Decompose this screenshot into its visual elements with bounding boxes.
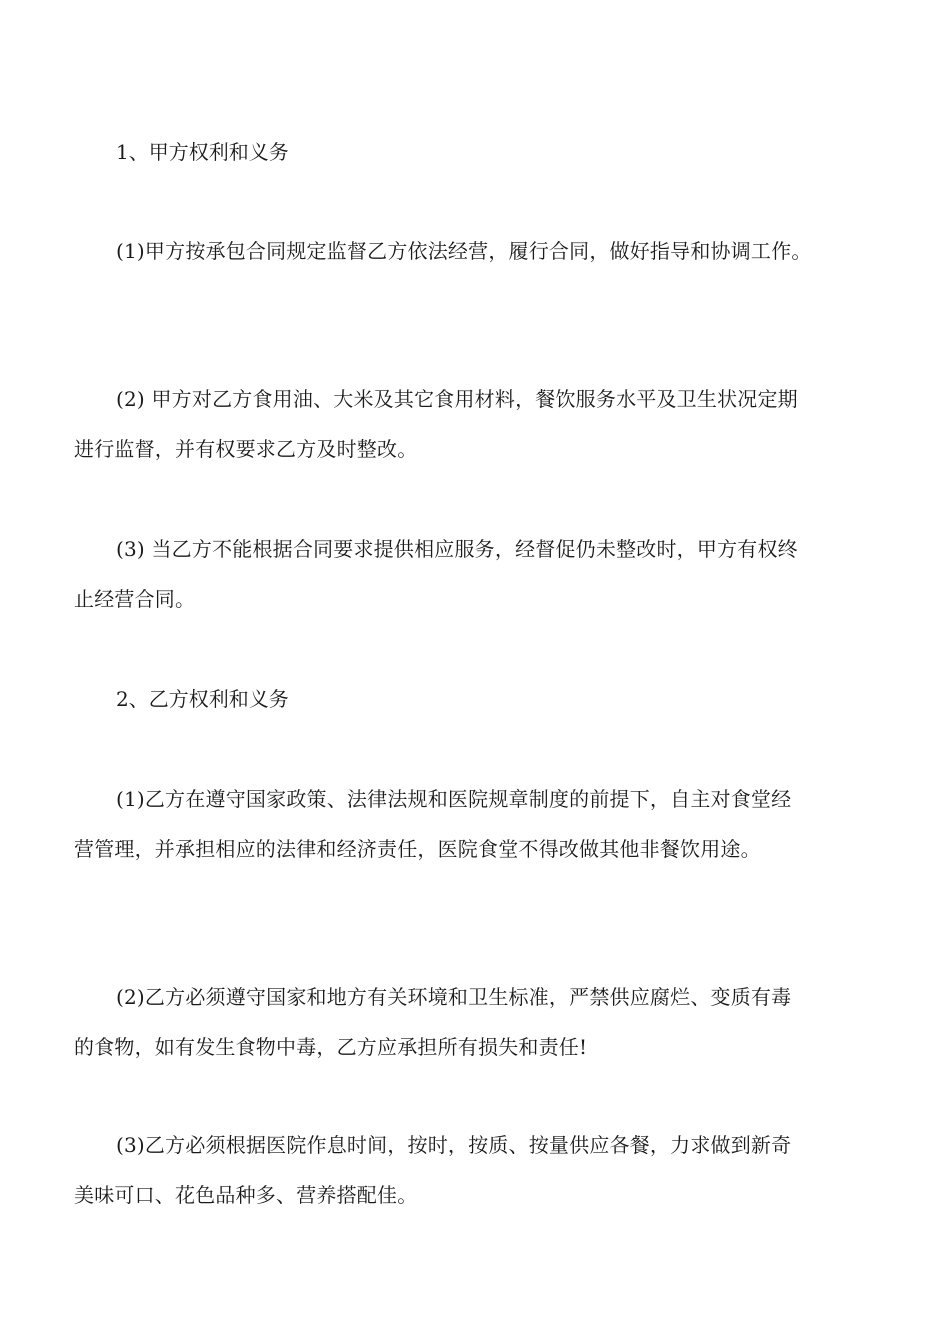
paragraph-1-1 — [74, 226, 894, 276]
paragraph-line: (2) 甲方对乙方食用油、大米及其它食用材料，餐饮服务水平及卫生状况定期 — [116, 387, 798, 411]
paragraph-line: 的食物，如有发生食物中毒，乙方应承担所有损失和责任! — [74, 1035, 588, 1059]
paragraph-2-2 — [74, 972, 894, 1072]
paragraph-line: (1)乙方在遵守国家政策、法律法规和医院规章制度的前提下，自主对食堂经 — [116, 787, 792, 811]
paragraph-line: (1)甲方按承包合同规定监督乙方依法经营，履行合同，做好指导和协调工作。 — [116, 239, 812, 263]
paragraph-line: 进行监督，并有权要求乙方及时整改。 — [74, 437, 418, 461]
paragraph-line: (3)乙方必须根据医院作息时间，按时，按质、按量供应各餐，力求做到新奇 — [116, 1133, 792, 1157]
paragraph-2-1 — [74, 774, 894, 874]
paragraph-1-2 — [74, 374, 894, 474]
paragraph-line: (3) 当乙方不能根据合同要求提供相应服务，经督促仍未整改时，甲方有权终 — [116, 537, 798, 561]
paragraph-line: 美味可口、花色品种多、营养搭配佳。 — [74, 1183, 418, 1207]
paragraph-1-3 — [74, 524, 894, 624]
section-heading-1: 1、甲方权利和义务 — [116, 140, 289, 164]
paragraph-line: 营管理，并承担相应的法律和经济责任，医院食堂不得改做其他非餐饮用途。 — [74, 837, 761, 861]
paragraph-line: 止经营合同。 — [74, 587, 196, 611]
section-heading-2: 2、乙方权利和义务 — [116, 687, 289, 711]
paragraph-line: (2)乙方必须遵守国家和地方有关环境和卫生标准，严禁供应腐烂、变质有毒 — [116, 985, 792, 1009]
paragraph-2-3 — [74, 1120, 894, 1220]
